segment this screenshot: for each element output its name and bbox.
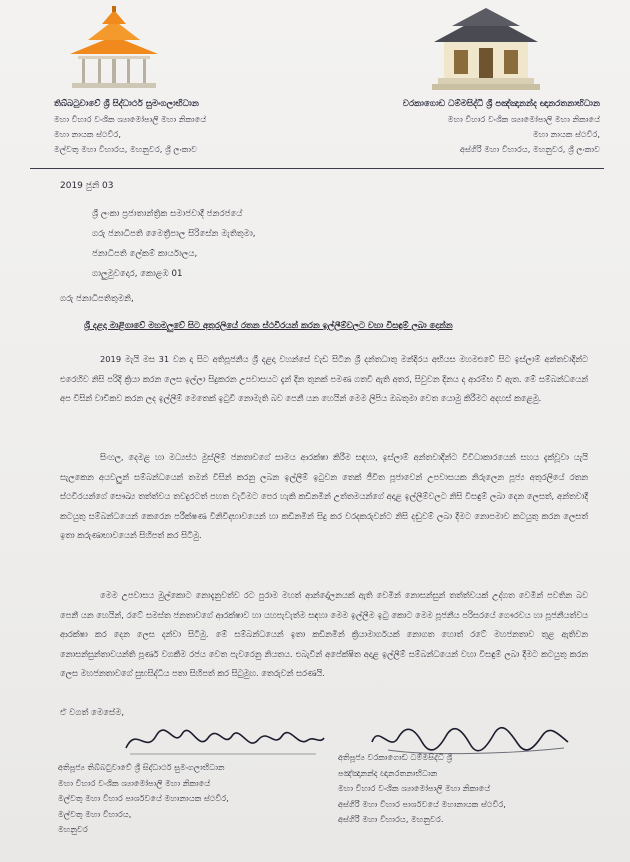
right-signatory-block: [338, 750, 598, 828]
body-paragraph-1: 2019 මැයි මස 31 වන දා සිට අතිපූජනීය ශ්‍රී දළදා වහන්සේ වැඩ සිටින ශ්‍රී දන්තධාතු මන්දිරය අභියස මහමළුවේ සිට ඉස්ලාම් අන්තවාදීන්ට එරෙහිව නිසි පරිදි ක්‍රියා කරන ලෙස ඉල්ලා සිදුකරන උපවාසයට දැන් දින තුනක් පමණ ගතවී ඇති අතර, සිවුවන දිනය ද ආරම්භ වී ඇත. මේ සම්බන්ධයෙන් අප විසින් වාචිකව කරන ලද ඉල්ලීම් මෙතෙක් ඉටුවී නොමැති බව පෙනී යන හෙයින් මෙම ලිපිය ඔබතුමා වෙත යොමු කිරීමට අදහස් කළෙමු.: [60, 354, 588, 403]
left-signatory-line2: මහා විහාර වංශික ශ්‍යාමෝපාලි මහා නිකායේ: [58, 777, 211, 788]
header-left-line3: මහා නායක ස්ථවිර,: [54, 129, 121, 139]
recipient-line3: ජනාධිපති ලේකම් කාර්යාලය,: [92, 249, 198, 259]
right-signatory-line2: පඤ්ඤානන්ද ඥානරතනාභිධාන: [338, 767, 438, 778]
header-right-line2: මහා විහාර වංශික ශ්‍යාමෝපාලි මහා නිකායේ: [447, 114, 600, 124]
malwathu-pavilion-logo: [58, 6, 170, 92]
letter-date: 2019 ජුනි 03: [60, 181, 114, 191]
recipient-line4: ගාලුමුවදොර, කොළඹ 01: [92, 269, 183, 279]
header-right-address: [360, 97, 600, 157]
header-left-address: [54, 97, 284, 157]
asgiri-temple-logo: [430, 8, 542, 92]
left-signatory-line3: මල්වතු මහා විහාර පාර්ශවයේ මහානායක ස්ථවිර,: [58, 793, 229, 803]
right-signatory-line3: මහා විහාර වංශික ශ්‍යාමෝපාලි මහා නිකායේ: [338, 783, 491, 793]
header-left-line2: මහා විහාර වංශික ශ්‍යාමෝපාලි මහා නිකායේ: [54, 114, 207, 124]
right-signatory-line1: අතිපූජ්‍ය වරකාගොඩ ධම්මසිද්ධි ශ්‍රී: [338, 752, 453, 762]
left-signatory-block: [58, 760, 328, 838]
closing-line: ඒ වගත් මෙසේම,: [60, 708, 125, 718]
header-right-line4: අස්ගිරි මහා විහාරය, මහනුවර, ශ්‍රී ලංකාව: [459, 144, 600, 154]
left-signatory-line5: මහනුවර: [58, 824, 88, 834]
header-right-name: වරකාගොඩ ධම්මසිද්ධි ශ්‍රී පඤ්ඤානන්ද ඥානරතනාභිධාන: [402, 99, 600, 109]
subject-line: ශ්‍රී දළදා මාළිගාවේ මහමලුවේ සිට අතුරලියේ රතන ස්ථවිරයන් කරන ඉල්ලීම්වලට වහා විසඳුම් ලබා දෙන්න: [84, 320, 453, 330]
right-signatory-line5: අස්ගිරි මහා විහාරය, මහනුවර.: [338, 814, 444, 824]
header-left-name: තිබ්බටුවාවේ ශ්‍රී සිද්ධාර්ථ සුමංගලාභිධාන: [54, 99, 199, 109]
right-signatory-line4: අස්ගිරි මහා විහාර පාර්ශවයේ මහානායක ස්ථවිර,: [338, 798, 506, 809]
body-paragraph-2: සිංහල, දෙමළ හා මධ්‍යස්ථ මුස්ලිම් ජනතාවගේ සාමය ආරක්ෂා කිරීම සඳහා, ඉස්ලාම් අන්තවාදීන්ට විවිධාකාරයෙන් සහය දැක්වූවා යැයි සැලකෙන අයවලුන් සම්බන්ධයෙන් තමන් විසින් කරනු ලබන ඉල්ලීම් ඉටුවන තෙක් ජීවිත පූජාවෙන් උපවාසයක නිරුලෙන පූජ්‍ය අතුරලියේ රතන ස්ථවිරයන්ගේ සෞඛ්‍ය තත්ත්වය තවදුරටත් පහත වැටීමට පෙර හැකි කඩිනමින් උත්තමයන්ගේ අදාළ ඉල්ලීම්වලට නිසි විසඳුම් ලබා දෙන ලෙසත්, අන්තවාදී කටයුතු සම්බන්ධයෙන් කෙරෙන පරීක්ෂණ විනිවිදභාවයෙන් හා කඩිනමින් සිදු කර වරදකරුවන්ට නිසි දඬුවම් ලබා දීමට නොපමාව කටයුතු කරන ලෙසත් ඉතා කරුණාභාවයෙන් සිහිපත් කර සිටිමු.: [60, 452, 588, 540]
left-signatory-line1: අතිපූජ්‍ය තිබ්බටුවාවේ ශ්‍රී සිද්ධාර්ථ සුමංගලාභිධාන: [58, 762, 225, 772]
header-right-line3: මහා නායක ස්ථවිර,: [533, 129, 600, 139]
body-paragraph-3: මෙම උපවාසය මුල්කොට නොදැනුවත්ව රට පුරාම මහත් ආන්දෝලනයක් ඇති වෙමින් නොසන්සුන් තත්ත්වයක් උද්ගත වෙමින් පවතින බව පෙනී යන හෙයින්, රටේ සමස්ත ජනතාවගේ ආරක්ෂාව හා යහපැවැත්ම සඳහා මෙම ඉල්ලීම ඉටු කොට මෙම පූජනීය පරිසරයේ ගෞරවය හා පූජනීයත්වය ආරක්ෂා කර දෙන ලෙස දන්වා සිටිමු. මේ සම්බන්ධයෙන් ඉතා කඩිනමින් ක්‍රියාමාර්ගයක් නොගත හොත් රටේ මහජනතාව තුළ ඇතිවන නොසන්සුන්තාවයන්ති පූර්ණ වගකීම රජය වෙත පැවරෙනු නියතය. එබැවින් අපේක්ෂිත අදාළ ඉල්ලීම් සම්බන්ධයෙන් වහා විසඳුම් ලබා දීමට කටයුතු කරන ලෙස මහජනතාවගේ සුභසිද්ධිය පතා සිහිපත් කර සිටුමුහ. තෙරුවන් සරණයි.: [60, 590, 588, 678]
recipient-line2: ගරු ජනාධිපති මෛත්‍රීපාල සිරිසේන මැතිතුමා,: [92, 229, 256, 239]
left-signatory-line4: මල්වතු මහා විහාරය,: [58, 808, 132, 819]
salutation: ගරු ජනාධිපතිතුමනි,: [60, 294, 134, 304]
left-signature: [120, 718, 330, 762]
header-left-line4: මල්වතු මහා විහාරය, මහනුවර, ශ්‍රී ලංකාව: [54, 144, 197, 154]
header-divider: [30, 168, 604, 169]
recipient-line1: ශ්‍රී ලංකා ප්‍රජාතාන්ත්‍රික සමාජවාදී ජනරජයේ: [92, 209, 243, 219]
recipient-block: [92, 204, 492, 284]
